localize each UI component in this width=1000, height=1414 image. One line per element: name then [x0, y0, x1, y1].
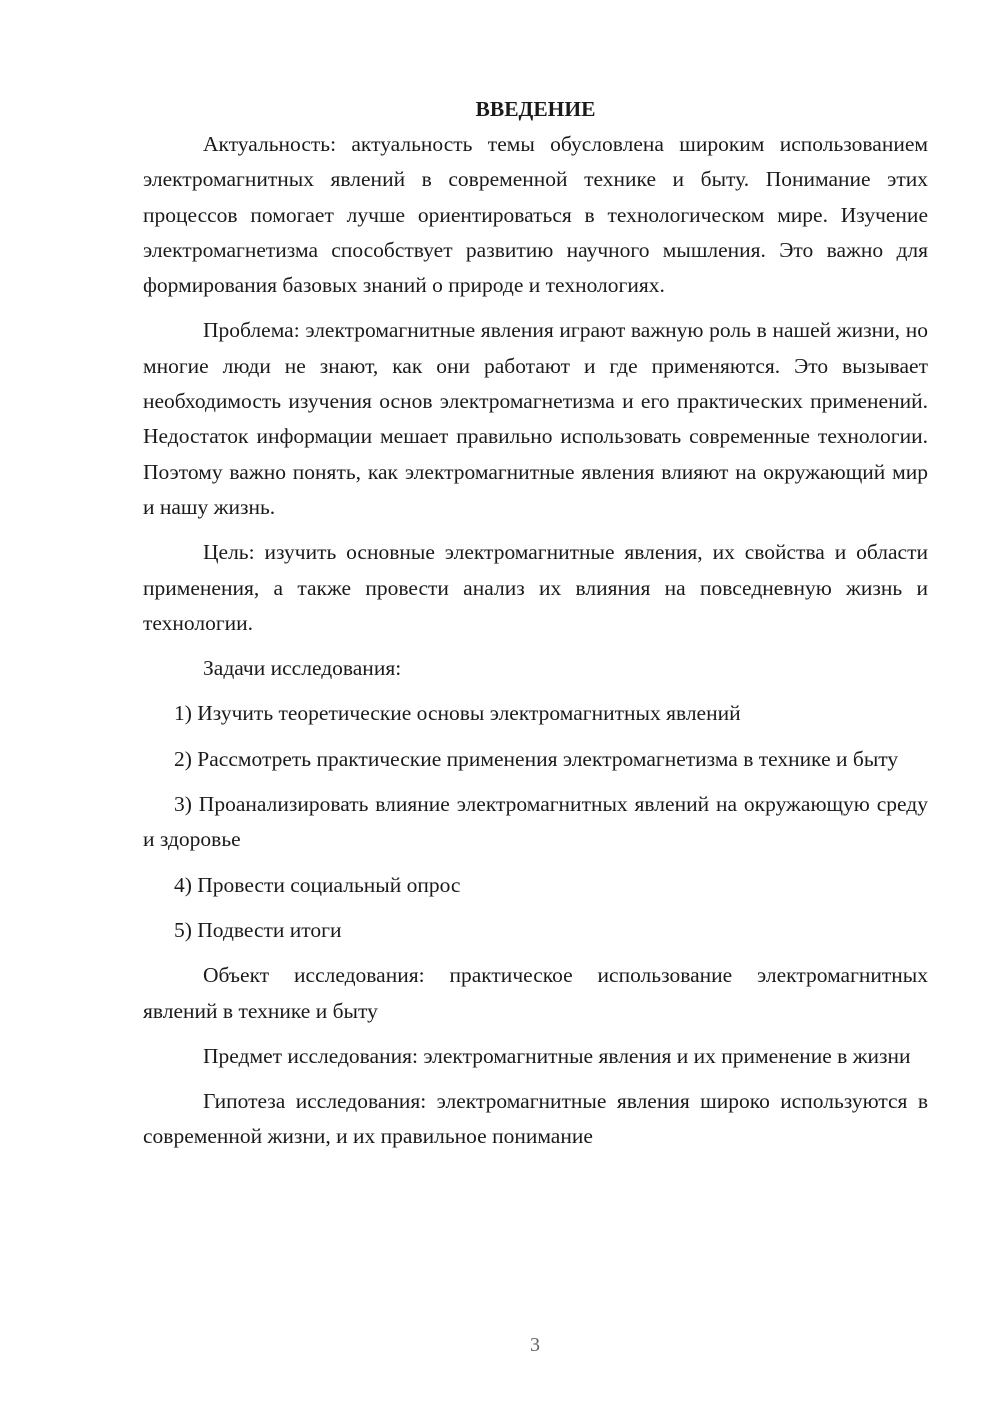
task-item-2: 2) Рассмотреть практические применения электромагнетизма в технике и быту: [174, 746, 899, 771]
document-page: [143, 92, 928, 1155]
problem-paragraph: Проблема: электромагнитные явления играют важную роль в нашей жизни, но многие люди не знают, как они работают и где применяются. Это вызывает необходимость изучения основ электромагнетизма и его практических применений. Недостаток информации мешает правильно использовать современные технологии. Поэтому важно понять, как электромагнитные явления влияют на окружающий мир и нашу жизнь.: [143, 318, 928, 519]
object-paragraph: Объект исследования: практическое использование электромагнитных явлений в технике и быту: [143, 963, 928, 1023]
task-item-1: 1) Изучить теоретические основы электромагнитных явлений: [174, 701, 741, 726]
task-item-4: 4) Провести социальный опрос: [174, 872, 461, 897]
task-item-5: 5) Подвести итоги: [174, 917, 342, 942]
tasks-heading: Задачи исследования:: [203, 656, 402, 681]
page-number: 3: [530, 1334, 540, 1356]
hypothesis-paragraph: Гипотеза исследования: электромагнитные явления широко используются в современной жизни, и их правильное понимание: [143, 1089, 928, 1149]
task-item-3: 3) Проанализировать влияние электромагнитных явлений на окружающую среду и здоровье: [143, 792, 928, 852]
subject-paragraph: Предмет исследования: электромагнитные явления и их применение в жизни: [203, 1043, 911, 1068]
goal-paragraph: Цель: изучить основные электромагнитные явления, их свойства и области применения, а также провести анализ их влияния на повседневную жизнь и технологии.: [143, 540, 928, 635]
page-title: ВВЕДЕНИЕ: [475, 97, 596, 121]
relevance-paragraph: Актуальность: актуальность темы обусловлена широким использованием электромагнитных явлений в современной технике и быту. Понимание этих процессов помогает лучше ориентироваться в технологическом мире. Изучение электромагнетизма способствует развитию научного мышления. Это важно для формирования базовых знаний о природе и технологиях.: [143, 132, 928, 298]
